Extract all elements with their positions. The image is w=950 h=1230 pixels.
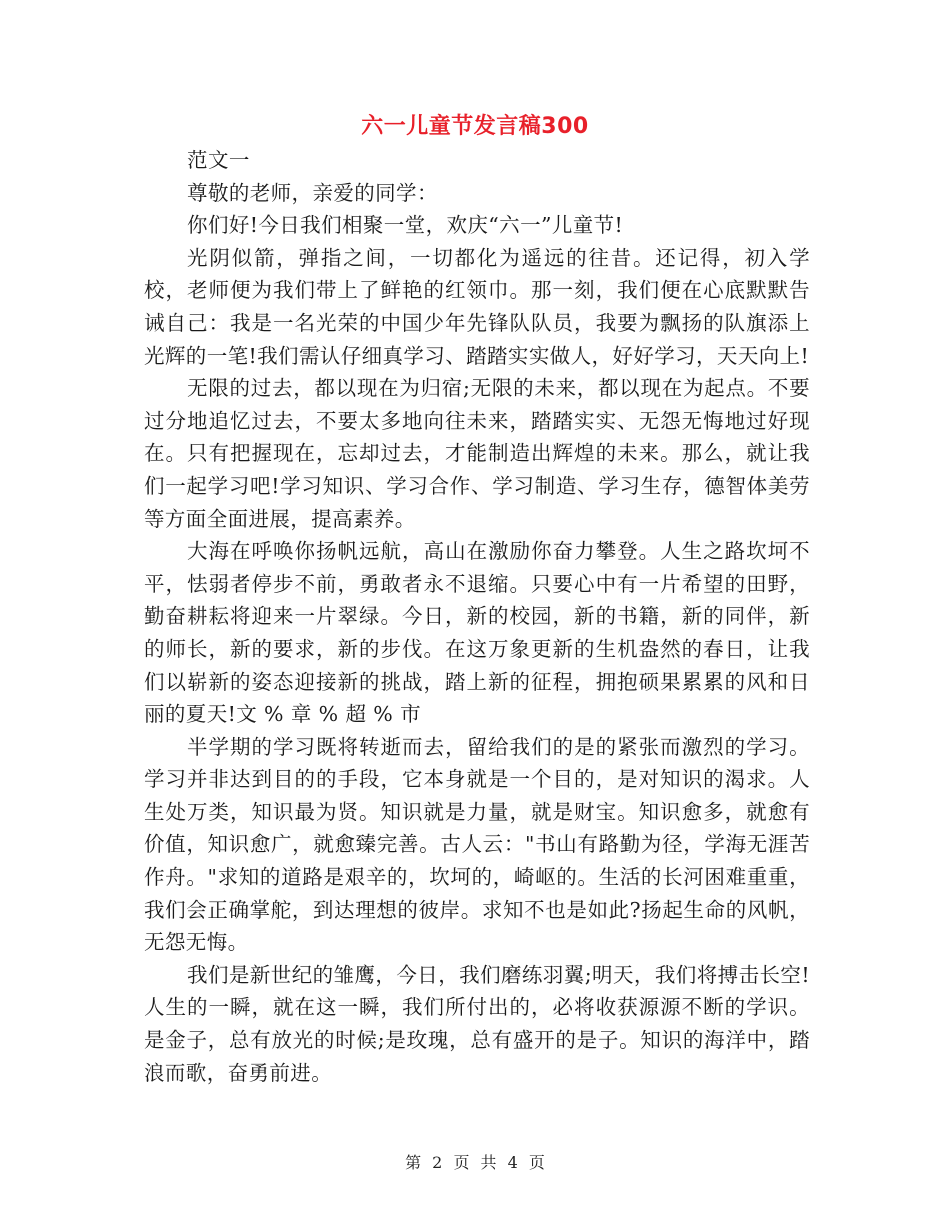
page-number-footer: 第 2 页 共 4 页 [405, 1153, 545, 1172]
paragraph-label: 范文一 [187, 148, 250, 172]
paragraph: 我们是新世纪的雏鹰，今日，我们磨练羽翼;明天，我们将搏击长空!人生的一瞬，就在这一瞬，我们所付出的，必将收获源源不断的学识。是金子，总有放光的时候;是玫瑰，总有盛开的是子。知识的海洋中，踏浪而歌，奋勇前进。 [144, 962, 810, 1085]
paragraph: 大海在呼唤你扬帆远航，高山在激励你奋力攀登。人生之路坎坷不平，怯弱者停步不前，勇敢者永不退缩。只要心中有一片希望的田野，勤奋耕耘将迎来一片翠绿。今日，新的校园，新的书籍，新的同伴，新的师长，新的要求，新的步伐。在这万象更新的生机盎然的春日，让我们以崭新的姿态迎接新的挑战，踏上新的征程，拥抱硕果累累的风和日丽的夏天!文 % 章 % 超 % 市 [144, 539, 810, 727]
paragraph-greeting: 你们好!今日我们相聚一堂，欢庆“六一”儿童节! [187, 213, 624, 238]
paragraph-salutation: 尊敬的老师，亲爱的同学： [187, 180, 438, 205]
paragraph: 半学期的学习既将转逝而去，留给我们的是的紧张而激烈的学习。学习并非达到目的的手段，它本身就是一个目的，是对知识的渴求。人生处万类，知识最为贤。知识就是力量，就是财宝。知识愈多，就愈有价值，知识愈广，就愈臻完善。古人云："书山有路勤为径，学海无涯苦作舟。"求知的道路是艰辛的，坎坷的，崎岖的。生活的长河困难重重，我们会正确掌舵，到达理想的彼岸。求知不也是如此?扬起生命的风帆，无怨无悔。 [144, 734, 810, 955]
document-body [144, 144, 810, 1089]
paragraph: 无限的过去，都以现在为归宿;无限的未来，都以现在为起点。不要过分地追忆过去，不要太多地向往未来，踏踏实实、无怨无悔地过好现在。只有把握现在，忘却过去，才能制造出辉煌的未来。那么，就让我们一起学习吧!学习知识、学习合作、学习制造、学习生存，德智体美劳等方面全面进展，提高素养。 [144, 376, 810, 531]
paragraph: 光阴似箭，弹指之间，一切都化为遥远的往昔。还记得，初入学校，老师便为我们带上了鲜艳的红领巾。那一刻，我们便在心底默默告诫自己：我是一名光荣的中国少年先锋队队员，我要为飘扬的队旗添上光辉的一笔!我们需认仔细真学习、踏踏实实做人，好好学习，天天向上! [144, 245, 810, 368]
document-title: 六一儿童节发言稿300 [361, 114, 589, 139]
